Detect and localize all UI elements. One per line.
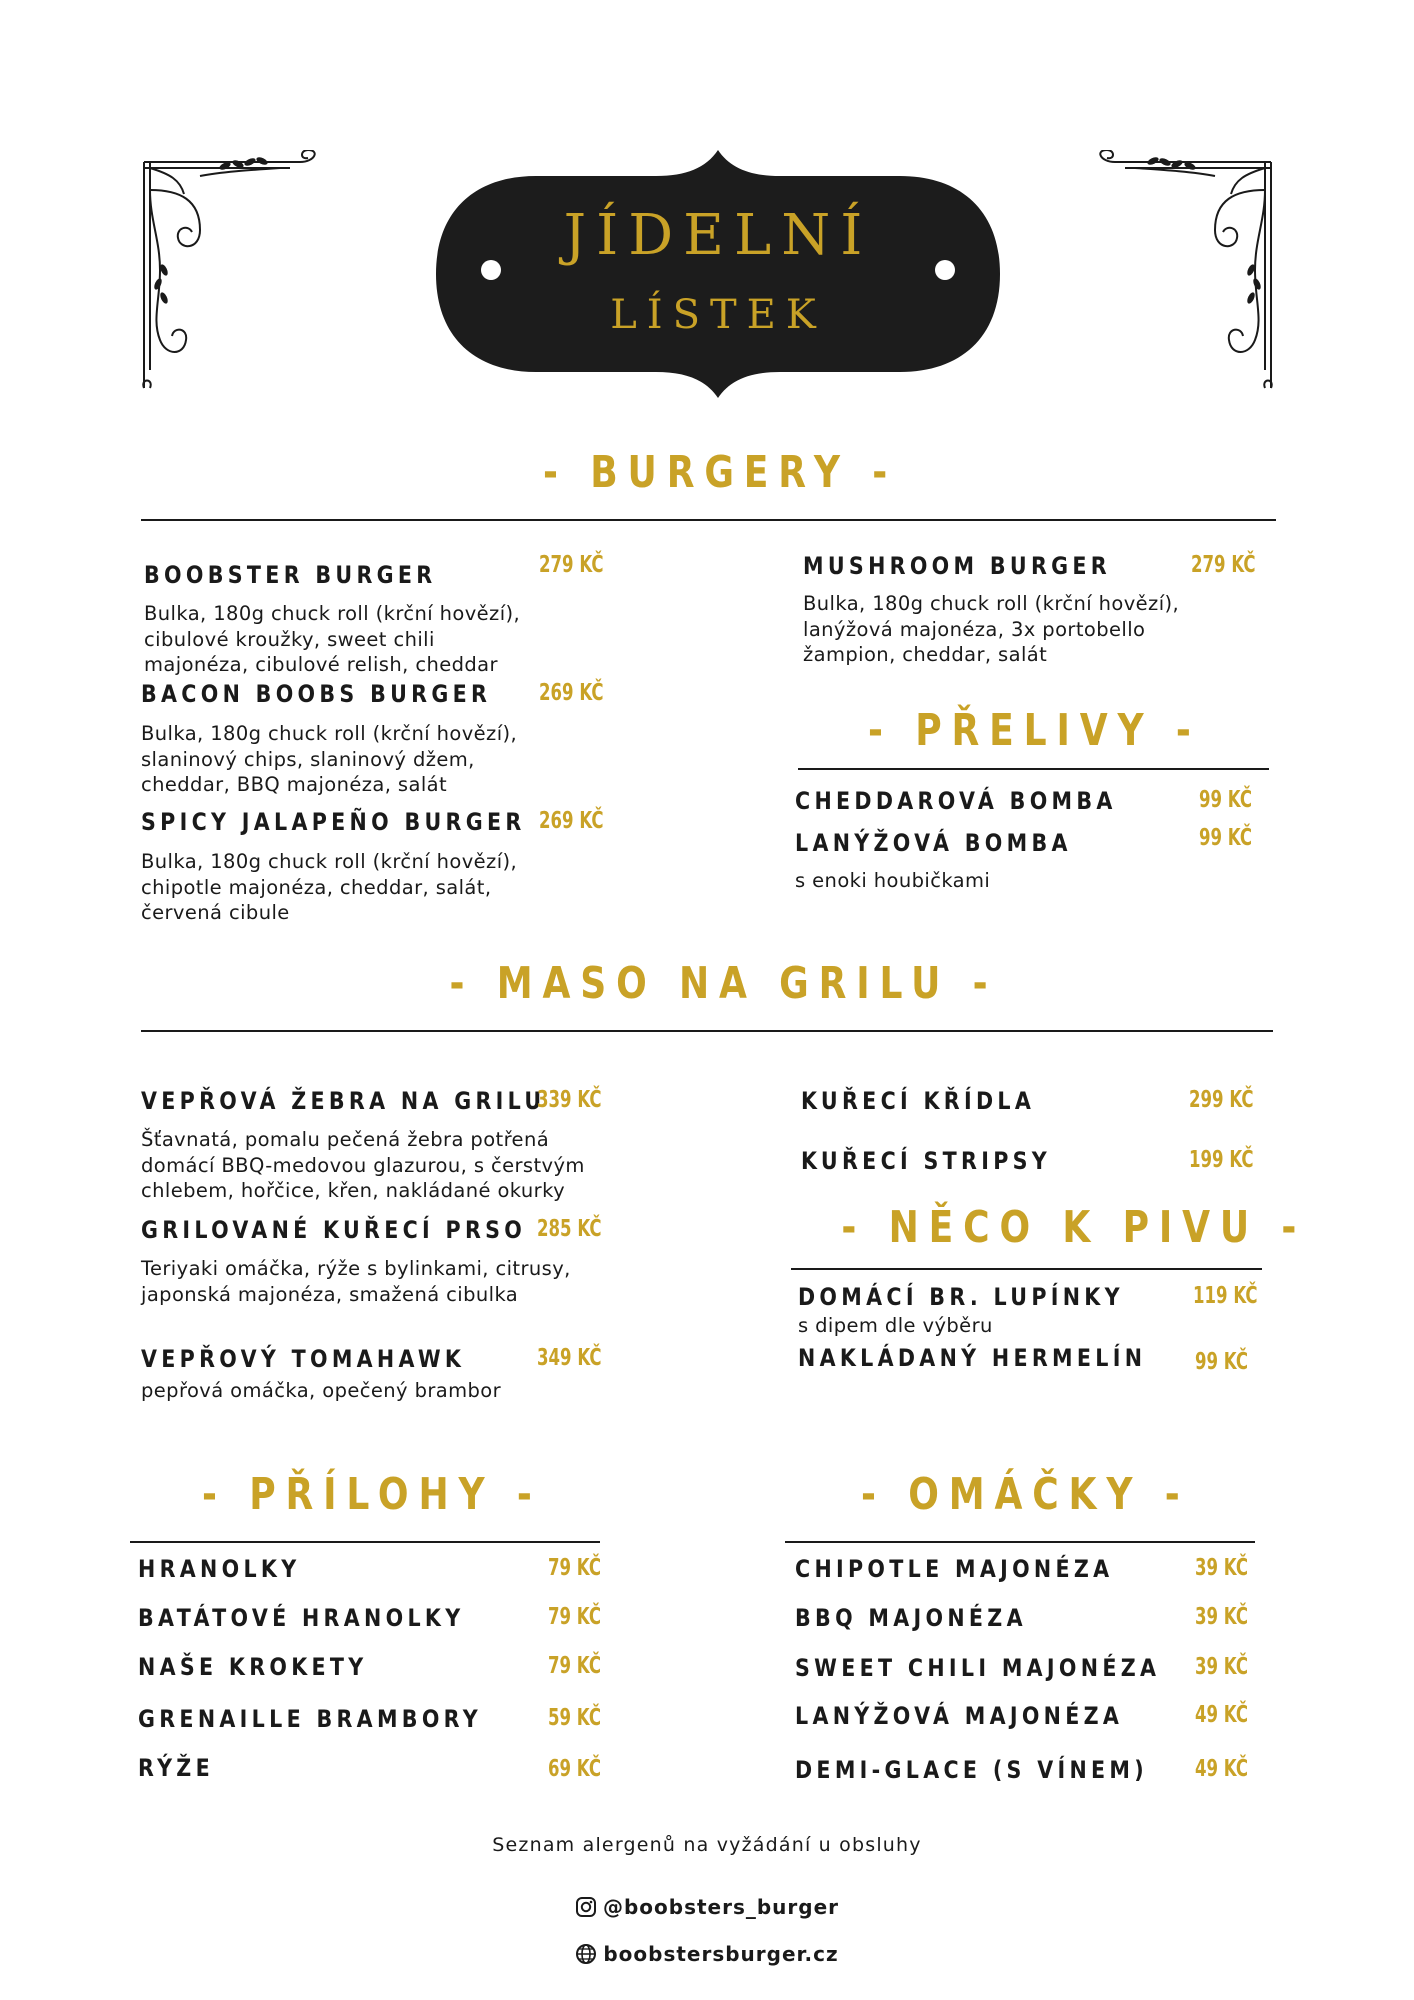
corner-flourish-right: [1090, 150, 1275, 390]
menu-item-price: 279 KČ: [1191, 552, 1256, 578]
divider: [141, 1030, 1273, 1032]
website-text: boobstersburger.cz: [603, 1942, 839, 1966]
title-plate: [400, 150, 1036, 398]
menu-item-price: 79 KČ: [548, 1555, 602, 1581]
menu-item-price: 39 KČ: [1195, 1654, 1249, 1680]
menu-item-description: s dipem dle výběru: [798, 1314, 993, 1337]
allergen-note: Seznam alergenů na vyžádání u obsluhy: [492, 1834, 922, 1856]
menu-item-name: BACON BOOBS BURGER: [141, 680, 492, 708]
menu-item-description: Bulka, 180g chuck roll (krční hovězí), chipotle majonéza, cheddar, salát, červená cibule: [141, 850, 518, 924]
divider: [791, 1268, 1262, 1270]
menu-item-name: HRANOLKY: [138, 1555, 301, 1583]
menu-title-line1: JÍDELNÍ: [563, 203, 873, 268]
menu-title-line2: LÍSTEK: [610, 292, 826, 338]
menu-item-price: 39 KČ: [1195, 1604, 1249, 1630]
menu-item-description: Bulka, 180g chuck roll (krční hovězí), cibulové kroužky, sweet chili majonéza, cibulové relish, cheddar: [144, 602, 521, 676]
divider: [798, 768, 1269, 770]
menu-item-price: 339 KČ: [537, 1087, 602, 1113]
menu-item-description: Bulka, 180g chuck roll (krční hovězí), lanýžová majonéza, 3x portobello žampion, cheddar, salát: [803, 592, 1180, 666]
menu-item-name: CHEDDAROVÁ BOMBA: [795, 787, 1117, 815]
menu-item-name: KUŘECÍ STRIPSY: [801, 1147, 1052, 1175]
menu-item-description: s enoki houbičkami: [795, 869, 991, 892]
instagram-text: @boobsters_burger: [602, 1895, 840, 1919]
menu-item-price: 59 KČ: [548, 1705, 602, 1731]
menu-item-description: pepřová omáčka, opečený brambor: [141, 1379, 502, 1402]
menu-item-name: GRILOVANÉ KUŘECÍ PRSO: [141, 1216, 527, 1244]
instagram-icon: [575, 1896, 597, 1918]
menu-item-name: VEPŘOVÁ ŽEBRA NA GRILU: [141, 1087, 546, 1115]
divider: [130, 1541, 600, 1543]
divider: [785, 1541, 1255, 1543]
section-title-burgery: - BURGERY -: [543, 447, 898, 498]
menu-item-name: RÝŽE: [138, 1754, 214, 1782]
menu-item-name: NAKLÁDANÝ HERMELÍN: [798, 1344, 1147, 1372]
menu-item-price: 119 KČ: [1193, 1283, 1258, 1309]
menu-item-name: SPICY JALAPEÑO BURGER: [141, 808, 526, 836]
menu-item-price: 269 KČ: [539, 680, 604, 706]
corner-flourish-left: [140, 150, 325, 390]
section-title-omacky: - OMÁČKY -: [861, 1469, 1190, 1520]
menu-item-price: 349 KČ: [537, 1345, 602, 1371]
menu-item-price: 279 KČ: [539, 552, 604, 578]
menu-item-price: 99 KČ: [1199, 825, 1253, 851]
menu-item-price: 269 KČ: [539, 808, 604, 834]
menu-item-name: DOMÁCÍ BR. LUPÍNKY: [798, 1283, 1124, 1311]
divider: [141, 519, 1276, 521]
menu-item-name: BBQ MAJONÉZA: [795, 1604, 1027, 1632]
menu-item-price: 69 KČ: [548, 1756, 602, 1782]
menu-item-price: 99 KČ: [1195, 1349, 1249, 1375]
menu-item-price: 299 KČ: [1189, 1087, 1254, 1113]
menu-item-name: NAŠE KROKETY: [138, 1653, 368, 1681]
menu-item-price: 79 KČ: [548, 1604, 602, 1630]
menu-item-name: DEMI-GLACE (S VÍNEM): [795, 1756, 1149, 1784]
menu-item-name: KUŘECÍ KŘÍDLA: [801, 1087, 1036, 1115]
menu-item-price: 199 KČ: [1189, 1147, 1254, 1173]
website-link[interactable]: [0, 1942, 1414, 1966]
menu-item-price: 49 KČ: [1195, 1702, 1249, 1728]
globe-icon: [575, 1943, 597, 1965]
menu-item-price: 99 KČ: [1199, 787, 1253, 813]
menu-item-name: VEPŘOVÝ TOMAHAWK: [141, 1345, 466, 1373]
section-title-maso: - MASO NA GRILU -: [449, 958, 998, 1009]
menu-item-price: 49 KČ: [1195, 1756, 1249, 1782]
menu-item-price: 79 KČ: [548, 1653, 602, 1679]
menu-item-price: 39 KČ: [1195, 1555, 1249, 1581]
section-title-prilohy: - PŘÍLOHY -: [202, 1469, 542, 1520]
menu-item-name: GRENAILLE BRAMBORY: [138, 1705, 482, 1733]
menu-item-name: LANÝŽOVÁ BOMBA: [795, 829, 1072, 857]
menu-item-price: 285 KČ: [537, 1216, 602, 1242]
menu-item-name: SWEET CHILI MAJONÉZA: [795, 1654, 1161, 1682]
instagram-handle[interactable]: [0, 1895, 1414, 1919]
menu-item-name: BOOBSTER BURGER: [144, 561, 437, 589]
menu-item-description: Šťavnatá, pomalu pečená žebra potřená domácí BBQ-medovou glazurou, s čerstvým chlebem, hořčice, křen, nakládané okurky: [141, 1128, 585, 1202]
section-title-prelivy: - PŘELIVY -: [868, 705, 1201, 756]
section-title-pivo: - NĚCO K PIVU -: [841, 1202, 1307, 1253]
menu-item-name: BATÁTOVÉ HRANOLKY: [138, 1604, 465, 1632]
menu-item-name: CHIPOTLE MAJONÉZA: [795, 1555, 1114, 1583]
menu-item-name: LANÝŽOVÁ MAJONÉZA: [795, 1702, 1124, 1730]
menu-item-description: Teriyaki omáčka, rýže s bylinkami, citrusy, japonská majonéza, smažená cibulka: [141, 1257, 571, 1306]
menu-item-name: MUSHROOM BURGER: [803, 552, 1111, 580]
menu-item-description: Bulka, 180g chuck roll (krční hovězí), slaninový chips, slaninový džem, cheddar, BBQ majonéza, salát: [141, 722, 518, 796]
